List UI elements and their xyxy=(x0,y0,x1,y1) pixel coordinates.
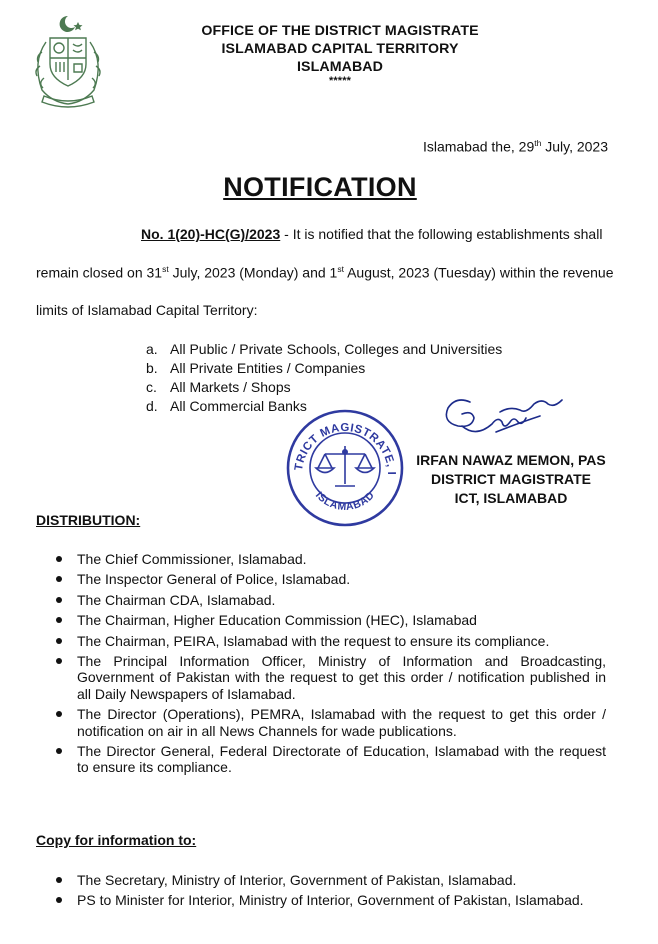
bullet-icon xyxy=(56,638,62,644)
date-ordinal: th xyxy=(534,138,542,148)
list-item xyxy=(146,359,502,378)
distribution-heading: DISTRIBUTION: xyxy=(36,512,141,528)
list-item-text: All Public / Private Schools, Colleges and Universities xyxy=(170,341,503,357)
bullet-icon xyxy=(56,658,62,664)
list-item-text: The Chief Commissioner, Islamabad. xyxy=(77,551,307,567)
bullet-icon xyxy=(56,711,62,717)
list-marker: b. xyxy=(146,360,158,376)
list-item-text: The Director General, Federal Directorate of Education, Islamabad with the request to ensure its compliance. xyxy=(77,743,606,776)
document-date xyxy=(423,138,608,155)
notification-number: No. 1(20)-HC(G)/2023 xyxy=(141,226,281,242)
list-item xyxy=(32,592,606,608)
list-item-text: The Chairman, Higher Education Commission (HEC), Islamabad xyxy=(77,612,477,629)
notification-line-3: limits of Islamabad Capital Territory: xyxy=(36,302,258,318)
date-rest: July, 2023 xyxy=(541,138,608,155)
signatory-designation: DISTRICT MAGISTRATE xyxy=(431,471,591,487)
line-2-ordinal-2: st xyxy=(337,264,344,274)
date-prefix: Islamabad the, 29 xyxy=(422,138,535,155)
signatory-name: IRFAN NAWAZ MEMON, PAS xyxy=(416,452,606,468)
copy-info-heading: Copy for information to: xyxy=(36,832,197,848)
handwritten-signature xyxy=(440,392,576,452)
list-item-text: PS to Minister for Interior, Ministry of Interior, Government of Pakistan, Islamabad. xyxy=(77,892,584,909)
line-2-part-c: August, 2023 (Tuesday) within the revenue xyxy=(343,264,614,281)
list-item-text: All Private Entities / Companies xyxy=(170,360,366,376)
notification-line-1 xyxy=(141,226,602,242)
government-emblem xyxy=(24,12,112,112)
seal-top-text: TRICT MAGISTRATE, I xyxy=(293,421,398,476)
bullet-icon xyxy=(56,748,62,754)
list-item xyxy=(32,612,606,628)
list-item-text: All Commercial Banks xyxy=(170,398,307,414)
distribution-list xyxy=(32,551,606,776)
list-marker: d. xyxy=(146,398,158,414)
list-item xyxy=(32,892,606,908)
official-seal xyxy=(285,408,405,528)
line-2-part-b: July, 2023 (Monday) and 1 xyxy=(168,264,338,281)
list-item xyxy=(32,706,606,739)
line-2-ordinal-1: st xyxy=(162,264,169,274)
svg-text:ISLAMABAD xyxy=(313,489,377,513)
list-item xyxy=(32,653,606,702)
list-marker: a. xyxy=(146,341,158,357)
list-item-text: The Director (Operations), PEMRA, Islamabad with the request to get this order / notification on air in all News Channels for wade publications. xyxy=(77,706,606,739)
copy-info-list xyxy=(32,872,606,909)
office-city: ISLAMABAD xyxy=(296,59,384,75)
notification-line-1-text: - It is notified that the following establishments shall xyxy=(280,226,603,242)
bullet-icon xyxy=(56,556,62,562)
list-item-text: All Markets / Shops xyxy=(170,379,291,395)
bullet-icon xyxy=(56,597,62,603)
list-item xyxy=(32,743,606,776)
list-item xyxy=(32,571,606,587)
office-territory: ISLAMABAD CAPITAL TERRITORY xyxy=(221,41,459,57)
bullet-icon xyxy=(56,897,62,903)
signatory-block xyxy=(413,451,609,508)
list-item xyxy=(146,340,502,359)
office-title: OFFICE OF THE DISTRICT MAGISTRATE xyxy=(201,23,479,39)
list-item xyxy=(32,872,606,888)
list-item-text: The Inspector General of Police, Islamabad. xyxy=(77,571,351,588)
bullet-icon xyxy=(56,617,62,623)
list-item xyxy=(32,633,606,649)
office-header xyxy=(150,22,530,86)
notification-title: NOTIFICATION xyxy=(223,172,417,202)
signatory-office: ICT, ISLAMABAD xyxy=(454,490,568,506)
list-item-text: The Principal Information Officer, Ministry of Information and Broadcasting, Government of Pakistan with the request to get this order / notification published in all Daily Newspapers of Islamabad. xyxy=(77,653,606,702)
line-2-part-a: remain closed on 31 xyxy=(36,264,163,281)
bullet-icon xyxy=(56,877,62,883)
list-marker: c. xyxy=(146,379,157,395)
list-item-text: The Chairman, PEIRA, Islamabad with the request to ensure its compliance. xyxy=(77,632,550,649)
list-item xyxy=(32,551,606,567)
bullet-icon xyxy=(56,576,62,582)
header-stars: ***** xyxy=(329,75,351,87)
list-item-text: The Chairman CDA, Islamabad. xyxy=(77,591,276,608)
notification-line-2 xyxy=(36,264,614,281)
scales-of-justice-icon xyxy=(316,446,374,486)
list-item-text: The Secretary, Ministry of Interior, Government of Pakistan, Islamabad. xyxy=(77,872,517,888)
seal-bottom-text: ISLAMABAD xyxy=(312,489,378,514)
